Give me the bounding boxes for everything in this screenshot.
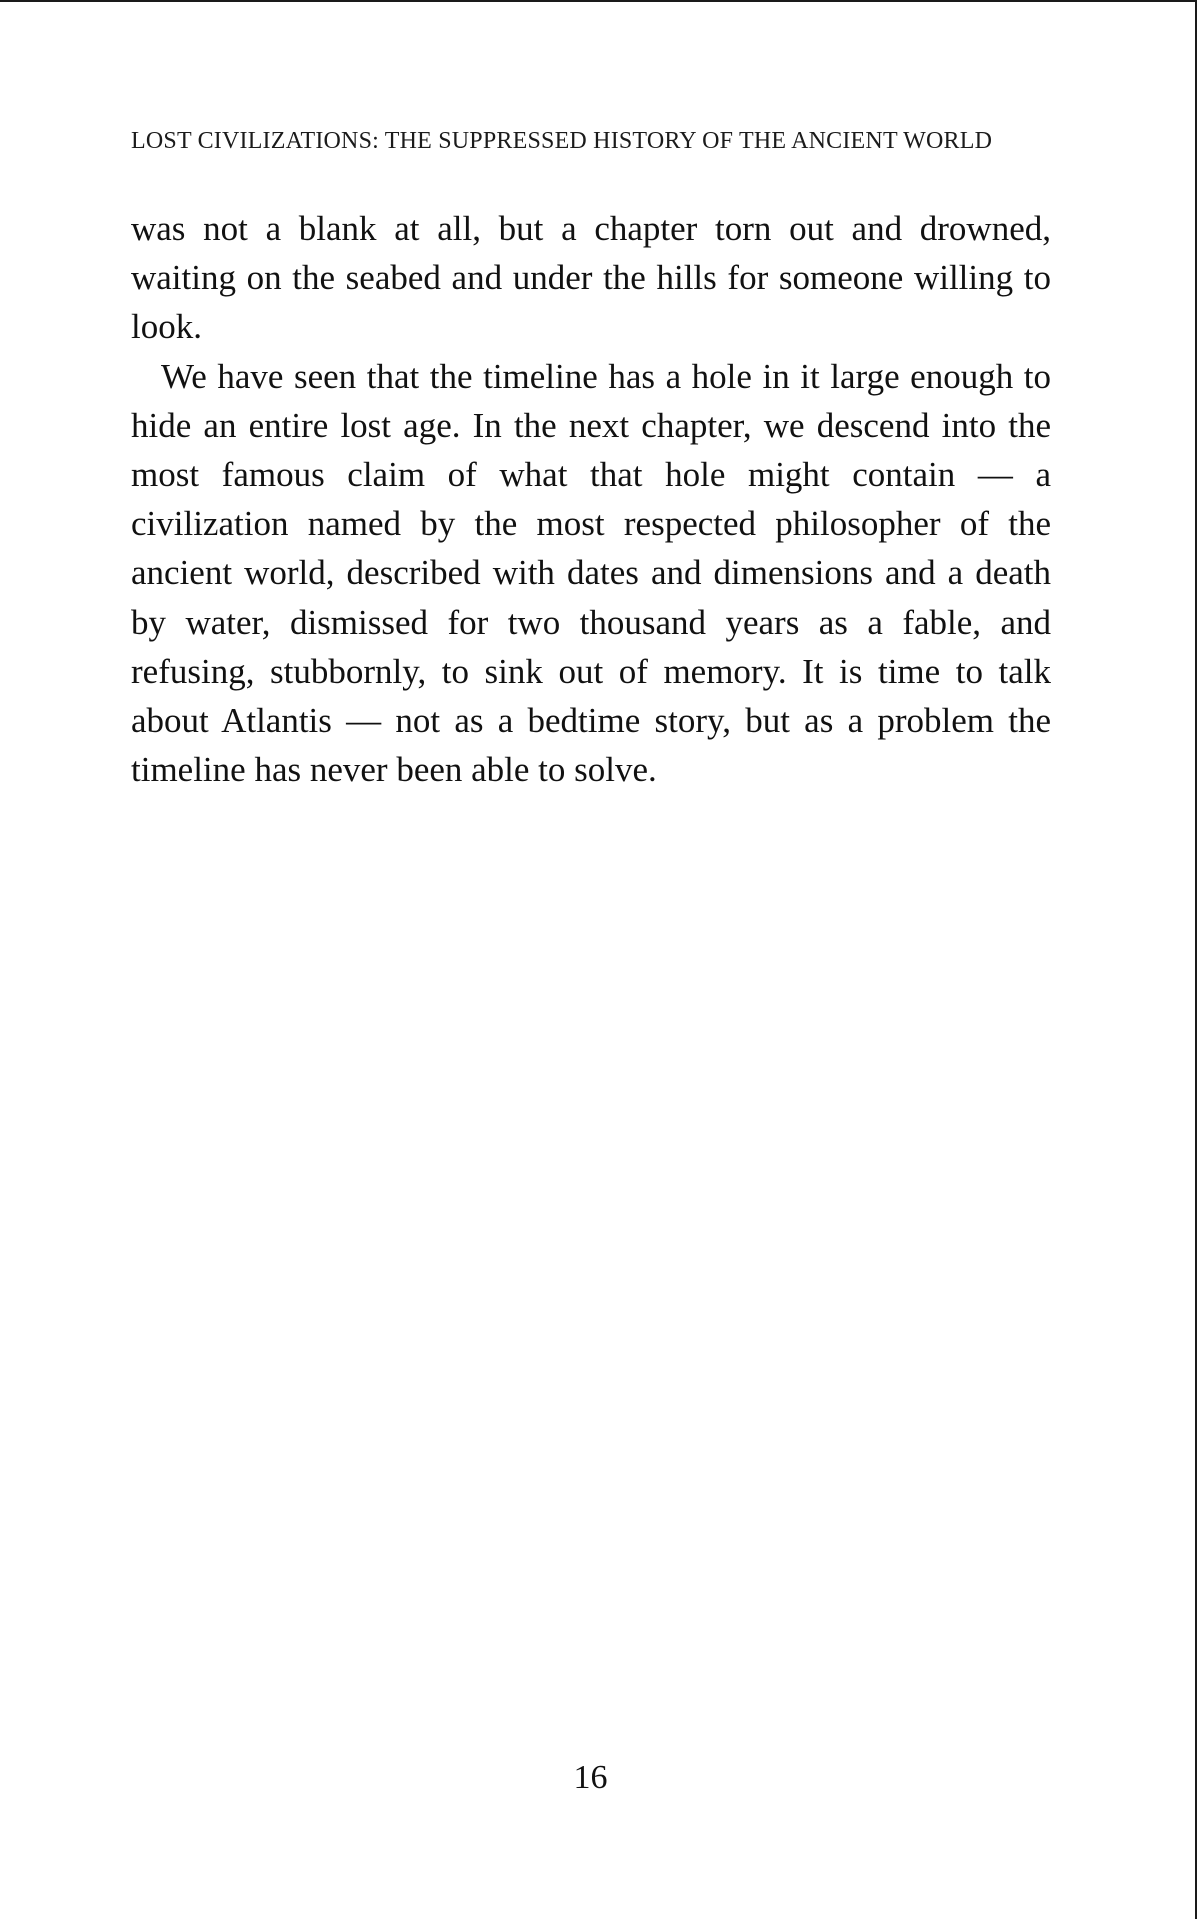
running-header: LOST CIVILIZATIONS: THE SUPPRESSED HISTORY OF THE ANCIENT WORLD [131, 128, 993, 154]
paragraph-continuation: was not a blank at all, but a chapter torn out and drowned, waiting on the seabed and under the hills for someone willing to look. [131, 209, 1051, 347]
body-text [131, 204, 1051, 794]
page-number: 16 [573, 1759, 608, 1796]
paragraph: We have seen that the timeline has a hole in it large enough to hide an entire lost age. In the next chapter, we descend into the most famous claim of what that hole might contain — a civilization named by the most respected philosopher of the ancient world, described with dates and dimensions and a death by water, dismissed for two thousand years as a fable, and refusing, stubbornly, to sink out of memory. It is time to talk about Atlantis — not as a bedtime story, but as a problem the timeline has never been able to solve. [131, 356, 1051, 790]
